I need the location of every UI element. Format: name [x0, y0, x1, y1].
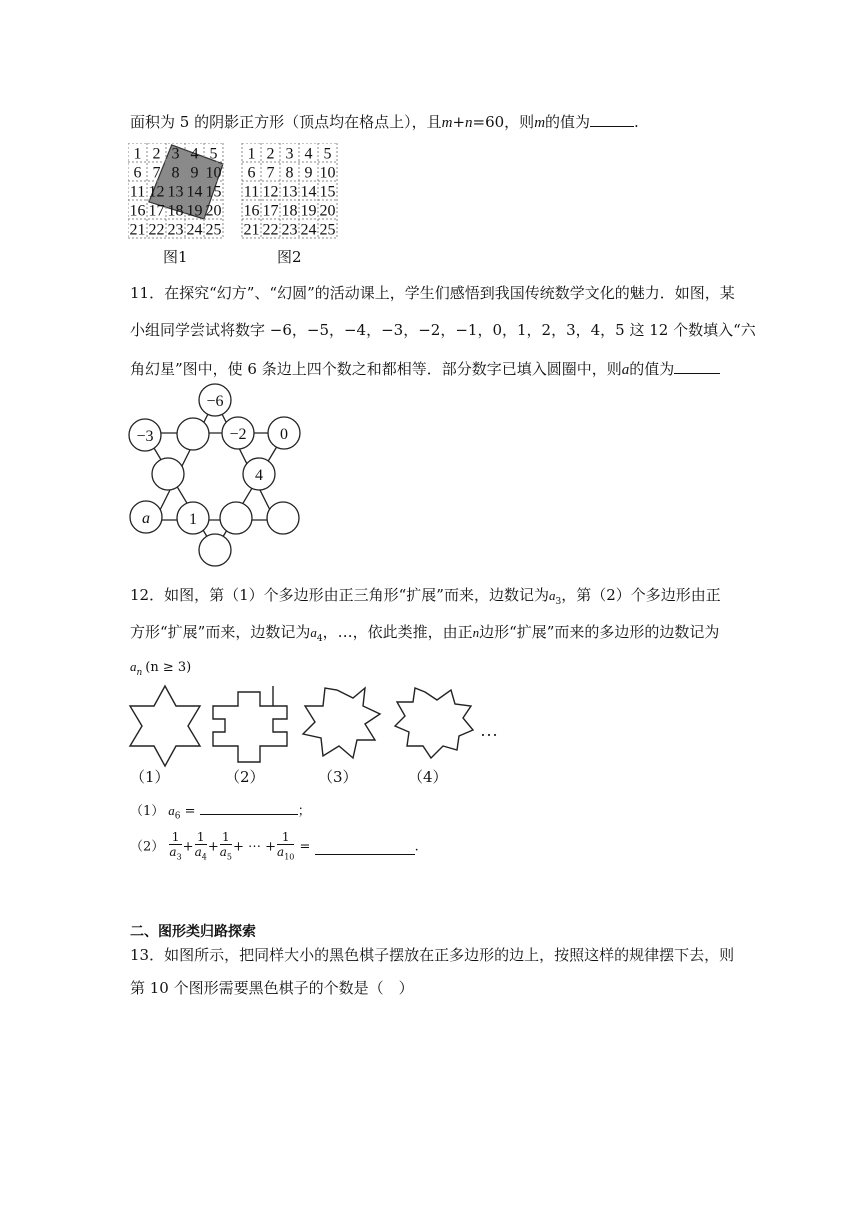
q12-line-1: [130, 585, 721, 612]
q12-condition: (n ≥ 3): [145, 660, 192, 675]
grid-number: 19: [300, 202, 317, 220]
grid-number: 7: [152, 164, 161, 182]
grid-number: 23: [281, 221, 298, 239]
fig1-caption: 图1: [163, 248, 188, 266]
q12-line-2-text-b: ，…，依此类推，由正: [322, 623, 473, 641]
grid-number: 1: [247, 145, 256, 163]
q12-a3-sub: 3: [555, 597, 562, 607]
grid-number: 22: [262, 221, 279, 239]
circle-right-top-value: 0: [280, 426, 288, 443]
q10-var-n: n: [465, 115, 473, 131]
circle-upper-left: [177, 418, 209, 450]
grid-number: 8: [285, 164, 294, 182]
circle-left-top-value: −3: [136, 428, 154, 445]
grid-number: 14: [300, 183, 317, 201]
ellipsis: …: [480, 720, 498, 740]
q10-plus: +: [452, 113, 466, 131]
grid-number: 17: [262, 202, 279, 220]
grid-figure-2: [242, 143, 337, 239]
fraction-4: $\frac{1}{a_{10}}$: [277, 830, 295, 862]
section-2-heading: 二、图形类归路探索: [130, 924, 256, 940]
shape-1-label: （1）: [130, 768, 170, 786]
circle-upper-right-value: −2: [229, 426, 247, 443]
grid-number: 8: [171, 164, 180, 182]
q10-var-m: m: [441, 115, 453, 131]
q11-var-a: a: [621, 362, 630, 378]
grid-number: 12: [148, 183, 165, 201]
grid-number: 25: [205, 221, 222, 239]
grid-number: 9: [190, 164, 199, 182]
grid-number: 18: [281, 202, 298, 220]
circle-left-bottom-value: a: [142, 510, 150, 527]
q12-sub-1-blank[interactable]: [200, 800, 298, 815]
grid-number: 4: [190, 145, 199, 163]
grid-number: 16: [129, 202, 146, 220]
q12-an-sub: n: [136, 668, 143, 678]
grid-number: 3: [285, 145, 294, 163]
grid-number: 20: [205, 202, 222, 220]
q12-line-1-text: 12．如图，第（1）个多边形由正三角形“扩展”而来，边数记为: [130, 586, 549, 604]
q12-a4: a: [310, 625, 317, 640]
plus-1: +: [182, 839, 194, 855]
grid-number: 6: [133, 164, 142, 182]
grid-number: 3: [171, 145, 180, 163]
q12-sub-1-sub: 6: [174, 811, 181, 822]
hexagram-figure: [125, 380, 310, 570]
q10-end: .: [634, 113, 639, 131]
q12-sub-1-label: （1）: [130, 804, 165, 819]
grid-number: 19: [186, 202, 203, 220]
grid-number: 20: [319, 202, 336, 220]
q12-sub-2: [130, 830, 419, 865]
circle-mid-left: [152, 458, 184, 490]
grid-figure-1: [128, 143, 223, 239]
q12-a3: a: [548, 588, 556, 603]
circle-top-value: −6: [206, 393, 224, 410]
q10-line: [130, 110, 639, 133]
koch-shapes-figure: [125, 684, 515, 769]
grid-number: 13: [281, 183, 298, 201]
grid-number: 15: [319, 183, 336, 201]
grid-number: 22: [148, 221, 165, 239]
q11-line-3-text-b: 的值为: [629, 360, 675, 378]
grid-number: 18: [167, 202, 184, 220]
q11-line-3: [130, 357, 720, 380]
grid-number: 24: [300, 221, 317, 239]
grid-number: 1: [133, 145, 142, 163]
circle-right-bottom: [267, 502, 299, 534]
q12-sub-2-label: （2）: [130, 839, 165, 855]
q10-text-after: 的值为: [545, 113, 591, 131]
q10-answer-blank[interactable]: [590, 110, 634, 127]
q12-sub-1-var: a: [168, 803, 175, 818]
grid-number: 13: [167, 183, 184, 201]
q12-sub-1: [130, 800, 311, 827]
q13-line-1: 13．如图所示，把同样大小的黑色棋子摆放在正多边形的边上，按照这样的规律摆下去，则: [130, 946, 735, 964]
q12-sub-2-blank[interactable]: [315, 840, 415, 855]
q12-sub-2-end: .: [414, 839, 419, 855]
grid-number: 24: [186, 221, 203, 239]
q11-line-3-text: 角幻星”图中，使 6 条边上四个数之和都相等．部分数字已填入圆圈中，则: [130, 360, 622, 378]
q10-text-before: 面积为 5 的阴影正方形（顶点均在格点上），且: [130, 113, 442, 131]
fraction-1: $\frac{1}{a_3}$: [169, 830, 182, 862]
shape-4-hexagon: [395, 688, 473, 758]
grid-number: 2: [152, 145, 161, 163]
plus-dots: + ⋯ +: [232, 839, 277, 855]
grid-number: 5: [323, 145, 332, 163]
circle-lower-left-value: 1: [189, 511, 197, 528]
q12-line-2-text: 方形“扩展”而来，边数记为: [130, 623, 311, 641]
q10-eq60: =60: [472, 113, 505, 131]
shape-2-label: （2）: [225, 768, 265, 786]
q11-answer-blank[interactable]: [674, 357, 720, 374]
q12-sub-1-eq: =: [180, 804, 196, 819]
q12-an: a: [130, 659, 137, 674]
q10-var-m2: m: [534, 115, 546, 131]
q12-sub-1-end: ；: [297, 804, 311, 819]
q12-n: n: [472, 625, 480, 640]
grid-number: 25: [319, 221, 336, 239]
shape-4-label: （4）: [408, 768, 448, 786]
grid-number: 12: [262, 183, 279, 201]
grid-number: 11: [129, 183, 146, 201]
q12-line-3: [130, 656, 191, 683]
grid-number: 7: [266, 164, 275, 182]
grid-number: 2: [266, 145, 275, 163]
shape-1-star: [130, 686, 200, 766]
circle-lower-right: [220, 502, 252, 534]
grid-number: 14: [186, 183, 203, 201]
grid-number: 4: [304, 145, 313, 163]
q12-line-2-text-c: 边形“扩展”而来的多边形的边数记为: [479, 623, 720, 641]
q11-line-1: 11．在探究“幻方”、“幻圆”的活动课上，学生们感悟到我国传统数学文化的魅力．如图，某: [130, 284, 735, 302]
q13-line-2: 第 10 个图形需要黑色棋子的个数是（ ）: [130, 979, 414, 997]
grid-number: 16: [243, 202, 260, 220]
fraction-3: $\frac{1}{a_5}$: [219, 830, 232, 862]
grid-number: 10: [205, 164, 222, 182]
grid-number: 21: [243, 221, 260, 239]
grid-number: 11: [243, 183, 260, 201]
circle-mid-right-value: 4: [255, 467, 263, 484]
q10-text-mid: ，则: [504, 113, 535, 131]
fraction-2: $\frac{1}{a_4}$: [194, 830, 207, 862]
q12-a4-sub: 4: [316, 634, 323, 644]
circle-bottom: [199, 534, 231, 566]
grid-number: 21: [129, 221, 146, 239]
q11-line-2: 小组同学尝试将数字 −6，−5，−4，−3，−2，−1，0，1，2，3，4，5 这 12 个数填入“六: [130, 321, 756, 339]
shape-3-label: （3）: [318, 768, 358, 786]
q12-line-2: [130, 622, 719, 649]
shape-3-pentagon: [303, 688, 380, 758]
q12-line-1-text-b: ，第（2）个多边形由正: [561, 586, 721, 604]
q12-sub-2-eq: =: [299, 839, 311, 855]
fig2-caption: 图2: [277, 248, 302, 266]
grid-number: 6: [247, 164, 256, 182]
grid-number: 9: [304, 164, 313, 182]
q10-figures: [128, 143, 343, 243]
grid-number: 23: [167, 221, 184, 239]
grid-number: 10: [319, 164, 336, 182]
grid-number: 5: [209, 145, 218, 163]
shape-2-cross: [213, 686, 287, 762]
grid-number: 15: [205, 183, 222, 201]
plus-2: +: [207, 839, 219, 855]
grid-number: 17: [148, 202, 165, 220]
